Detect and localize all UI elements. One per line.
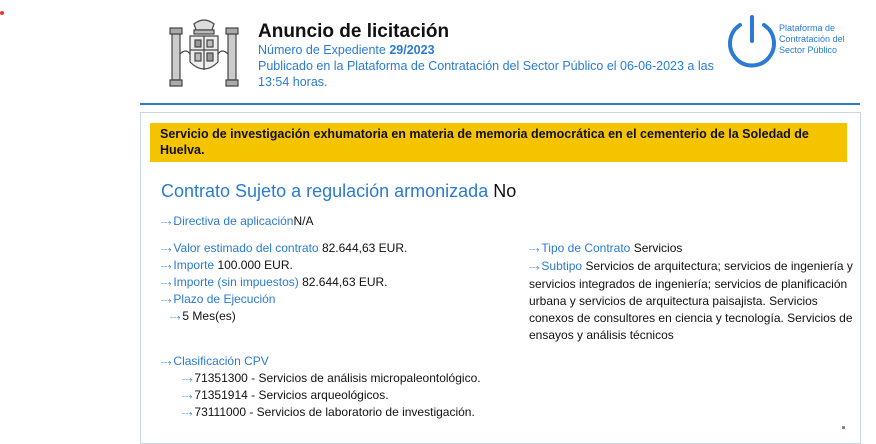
section-title-value: No [493, 181, 517, 201]
cpv-code: 73111000 [194, 405, 247, 419]
field-value: N/A [293, 214, 314, 228]
field-valor-estimado [161, 240, 407, 258]
field-value: Servicios [633, 241, 683, 255]
arrow-icon: ⤏ [161, 278, 172, 289]
cpv-desc: - Servicios de laboratorio de investigación. [246, 405, 475, 419]
arrow-icon: ⤏ [161, 261, 172, 272]
arrow-icon: ⤏ [170, 312, 181, 323]
section-title-label: Contrato Sujeto a regulación armonizada [161, 181, 489, 201]
platform-logo-text: Plataforma de Contratación del Sector Público [779, 23, 845, 55]
cpv-label: Clasificación CPV [173, 354, 269, 368]
list-item [182, 387, 389, 405]
field-importe [161, 257, 293, 275]
cpv-desc: - Servicios arqueológicos. [247, 388, 389, 402]
field-value: 100.000 EUR. [217, 258, 293, 272]
cpv-code: 71351914 [194, 388, 248, 402]
list-item [182, 370, 481, 388]
published-text: Publicado en la Plataforma de Contratación del Sector Público el 06-06-2023 a las 13:54 horas. [258, 59, 714, 89]
field-value: 82.644,63 EUR. [321, 241, 408, 255]
field-label: Valor estimado del contrato [173, 241, 319, 255]
field-label: Directiva de aplicación [173, 214, 294, 228]
page-title: Anuncio de licitación [258, 21, 450, 42]
header-divider [140, 103, 860, 105]
arrow-icon: ⤏ [182, 408, 193, 419]
list-item [182, 404, 475, 422]
arrow-icon: ⤏ [182, 391, 193, 402]
field-directiva [161, 213, 313, 231]
cpv-heading [161, 353, 269, 371]
expediente-number: 29/2023 [389, 43, 435, 57]
arrow-icon: ⤏ [529, 262, 540, 273]
arrow-icon: ⤏ [182, 374, 193, 385]
field-subtipo [529, 258, 854, 344]
red-dot [0, 11, 4, 15]
field-plazo-value [170, 308, 236, 326]
arrow-icon: ⤏ [529, 244, 540, 255]
field-plazo [161, 291, 275, 309]
field-value: Servicios de arquitectura; servicios de ingeniería y servicios integrados de ingeniería; servicios de planificación urbana y servicios de arquitectura paisajista. Servicios conexos de consultores en ciencia y tecnología. Servicios de ensayos y análisis técnicos [529, 259, 853, 342]
expediente [258, 43, 435, 57]
contract-title-banner: Servicio de investigación exhumatoria en materia de memoria democrática en el cementerio de la Soledad de Huelva. [150, 123, 847, 162]
arrow-icon: ⤏ [161, 357, 172, 368]
field-value: 5 Mes(es) [182, 309, 236, 323]
field-label: Plazo de Ejecución [173, 292, 276, 306]
field-value: 82.644,63 EUR. [302, 275, 388, 289]
cpv-desc: - Servicios de análisis micropaleontológico. [247, 371, 481, 385]
cpv-code: 71351300 [194, 371, 248, 385]
field-importe-sin-impuestos [161, 274, 388, 292]
arrow-icon: ⤏ [161, 217, 172, 228]
field-label: Importe [173, 258, 215, 272]
field-label: Subtipo [541, 259, 583, 273]
field-label: Importe (sin impuestos) [173, 275, 299, 289]
coat-of-arms-icon [168, 14, 240, 90]
field-label: Tipo de Contrato [541, 241, 631, 255]
arrow-icon: ⤏ [161, 295, 172, 306]
field-tipo-contrato [529, 240, 682, 258]
scroll-marker [842, 426, 845, 429]
expediente-label: Número de Expediente [258, 43, 386, 57]
arrow-icon: ⤏ [161, 244, 172, 255]
section-title [161, 181, 516, 202]
